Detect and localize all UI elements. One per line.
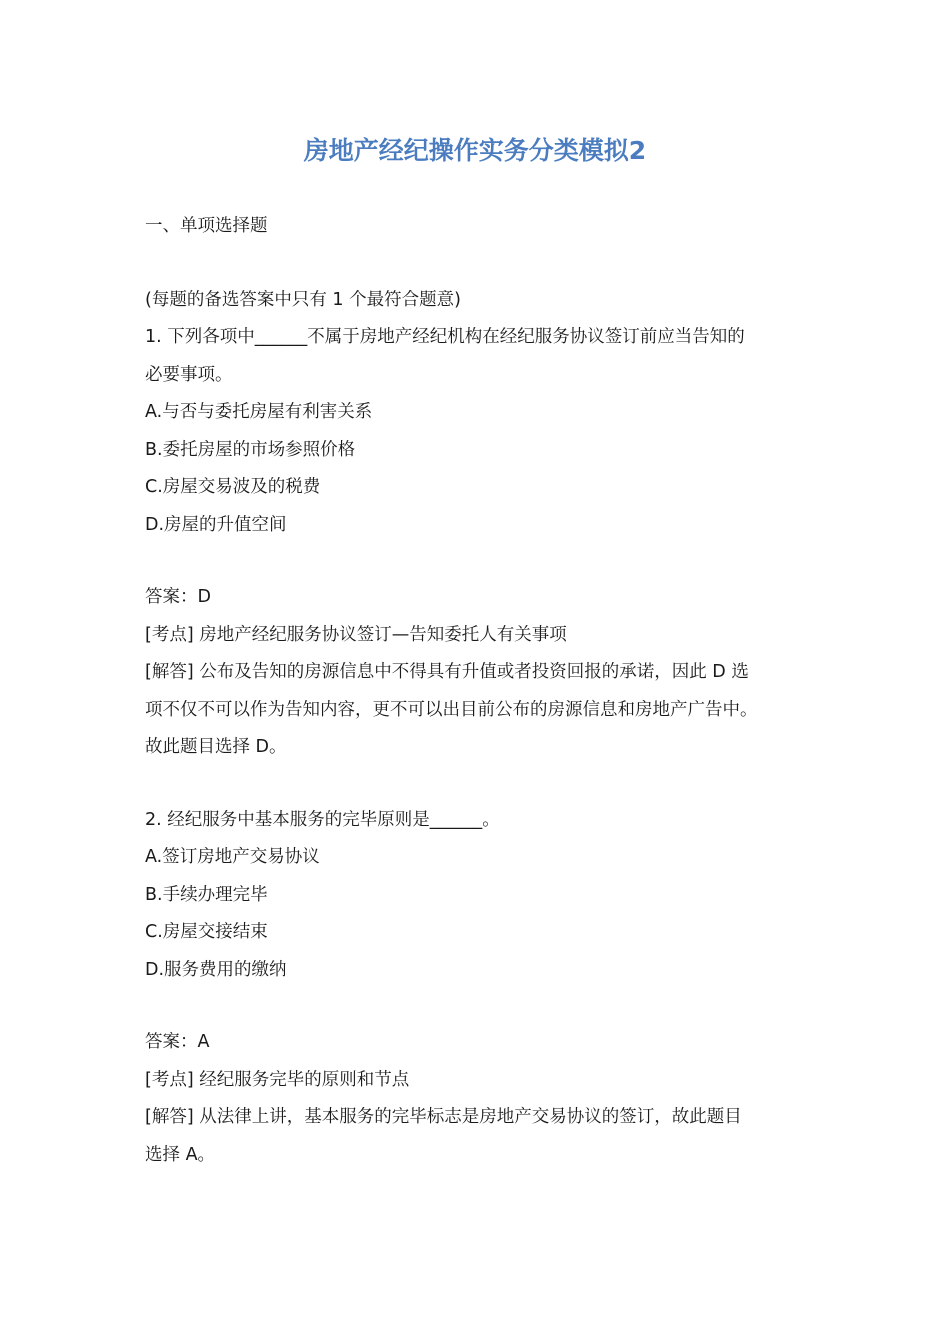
question-2 — [145, 802, 817, 1175]
answer: 答案：A — [145, 1032, 210, 1052]
answer: 答案：D — [145, 587, 211, 607]
section-heading: 一、单项选择题 — [145, 216, 268, 236]
option-b: B.手续办理完毕 — [145, 884, 268, 905]
option-d: D.房屋的升值空间 — [145, 514, 287, 535]
key-point: [考点] 经纪服务完毕的原则和节点 — [145, 1069, 410, 1090]
option-c: C.房屋交接结束 — [145, 922, 268, 942]
option-d: D.服务费用的缴纳 — [145, 959, 287, 980]
question-stem: 1. 下列各项中______不属于房地产经纪机构在经纪服务协议签订前应当告知的 — [145, 327, 745, 347]
question-1 — [145, 319, 817, 767]
document-content — [145, 208, 817, 1174]
explanation: [解答] 从法律上讲，基本服务的完毕标志是房地产交易协议的签订，故此题目 — [145, 1107, 742, 1127]
option-a: A.与否与委托房屋有利害关系 — [145, 402, 373, 422]
option-c: C.房屋交易波及的税费 — [145, 477, 321, 497]
option-b: B.委托房屋的市场参照价格 — [145, 439, 356, 460]
document-title: 房地产经纪操作实务分类模拟2 — [303, 136, 647, 165]
section-instruction: (每题的备选答案中只有 1 个最符合题意) — [145, 289, 461, 310]
key-point: [考点] 房地产经纪服务协议签订—告知委托人有关事项 — [145, 624, 567, 645]
explanation: [解答] 公布及告知的房源信息中不得具有升值或者投资回报的承诺，因此 D 选 — [145, 662, 749, 682]
question-stem: 必要事项。 — [145, 364, 233, 385]
explanation: 故此题目选择 D。 — [145, 737, 287, 757]
option-a: A.签订房地产交易协议 — [145, 847, 320, 867]
explanation: 选择 A。 — [145, 1144, 216, 1165]
question-stem: 2. 经纪服务中基本服务的完毕原则是______。 — [145, 809, 500, 830]
explanation: 项不仅不可以作为告知内容，更不可以出目前公布的房源信息和房地产广告中。 — [145, 699, 758, 720]
